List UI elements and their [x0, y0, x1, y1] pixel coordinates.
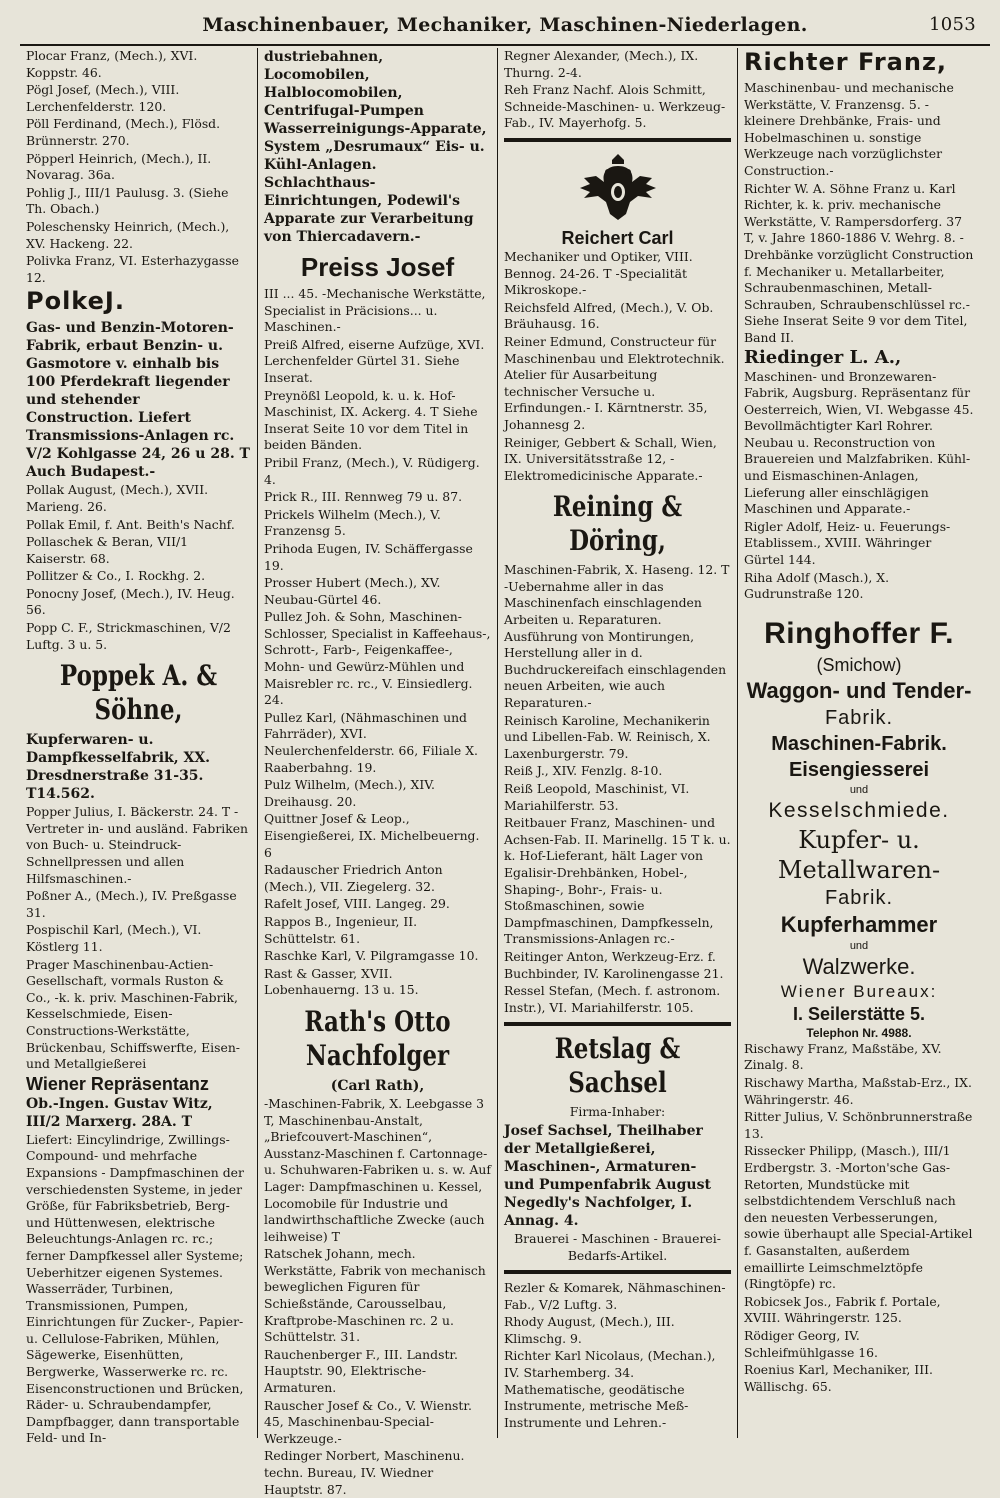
ad-line: Telephon Nr. 4988.	[806, 1025, 912, 1040]
list-item: Pollak Emil, f. Ant. Beith's Nachf.	[26, 516, 235, 532]
list-item: Richter Karl Nicolaus, (Mechan.), IV. Starhemberg. 34. Mathematische, geodätische Instrumente, metrische Meß-Instrumente und Lehren.-	[504, 1348, 716, 1430]
list-item: Poleschensky Heinrich, (Mech.), XV. Hackeng. 22.	[26, 218, 230, 251]
poppek-heading: Poppek A. & Söhne,	[59, 659, 218, 727]
wiener-representation-address: Ob.-Ingen. Gustav Witz, III/2 Marxerg. 28A. T	[26, 1095, 213, 1130]
list-item: Popper Julius, I. Bäckerstr. 24. T -Vertreter in- und ausländ. Fabriken von Buch- u. Steindruck-Schnellpressen und allen Hilfsmaschinen.-	[26, 804, 249, 886]
polke-description: Gas- und Benzin-Motoren-Fabrik, erbaut Benzin- u. Gasmotore v. einhalb bis 100 Pferdekraft liegender und stehender Construction. Liefert Transmissions-Anlagen rc. V/2 Kohlgasse 24, 26 u 28. T Auch Budapest.-	[26, 320, 250, 481]
riedinger-heading: Riedinger L. A.,	[744, 346, 902, 368]
wiener-representation-heading: Wiener Repräsentanz	[26, 1073, 209, 1094]
list-item: Regner Alexander, (Mech.), IX. Thurng. 2-4.	[504, 48, 699, 80]
list-item: Reinisch Karoline, Mechanikerin und Libellen-Fab. W. Reinisch, X. Laxenburgerstr. 79.	[504, 712, 711, 761]
list-item: Quittner Josef & Leop., Eisengießerei, IX. Michelbeuerng. 6	[264, 811, 480, 860]
rath-heading: Rath's Otto Nachfolger	[304, 1004, 451, 1072]
ad-line: Kesselschmiede.	[768, 798, 950, 822]
ad-place: (Smichow)	[816, 654, 902, 675]
list-item: Rigler Adolf, Heiz- u. Feuerungs-Etablissem., XVIII. Währinger Gürtel 144.	[744, 518, 951, 568]
retslag-heading: Retslag & Sachsel	[554, 1032, 681, 1100]
ad-line: und	[849, 783, 869, 796]
list-item: Rissecker Philipp, (Masch.), III/1 Erdbergstr. 3. -Morton'sche Gas-Retorten, Mundstücke mit selbstdichtendem Verschluß nach den neuesten Verbesserungen, sowie überhaupt alle Special-Artikel f. Gasanstalten, außerdem emaillirte Leimschmelztöpfe (Ringtöpfe) rc.	[744, 1143, 973, 1292]
list-item: Reh Franz Nachf. Alois Schmitt, Schneide-Maschinen- u. Werkzeug-Fab., IV. Mayerhofg. 5.	[504, 82, 726, 131]
ringhoffer-advertisement	[744, 615, 974, 1041]
list-item: Pollitzer & Co., I. Rockhg. 2.	[26, 568, 206, 584]
list-item: Prickels Wilhelm (Mech.), V. Franzensg 5.	[264, 506, 441, 539]
column-1	[20, 48, 258, 1446]
page-title: Maschinenbauer, Mechaniker, Maschinen-Niederlagen.	[202, 14, 808, 36]
list-item: Rauscher Josef & Co., V. Wienstr. 45, Maschinenbau-Special-Werkzeuge.-	[264, 1397, 472, 1446]
ad-line: Maschinen-Fabrik.	[771, 732, 947, 755]
ad-line: I. Seilerstätte 5.	[792, 1003, 926, 1024]
list-item: Ratschek Johann, mech. Werkstätte, Fabrik von mechanisch beweglichen Figuren für Schießstände, Carousselbau, Kraftprobe-Maschinen rc. 2 u. Schüttelstr. 31.	[264, 1246, 486, 1345]
column-3	[498, 48, 738, 1438]
reining-heading: Reining & Döring,	[552, 490, 683, 558]
list-item: Plocar Franz, (Mech.), XVI. Koppstr. 46.	[26, 48, 198, 80]
list-item: Rafelt Josef, VIII. Langeg. 29.	[264, 896, 450, 912]
retslag-products: Brauerei - Maschinen - Brauerei-Bedarfs-Artikel.	[514, 1230, 721, 1263]
poppek-description: Kupferwaren- u. Dampfkesselfabrik, XX. Dresdnerstraße 31-35. T14.562.	[26, 732, 211, 803]
rath-subheading: (Carl Rath),	[330, 1077, 425, 1094]
list-item: Pospischil Karl, (Mech.), VI. Köstlerg 11.	[26, 922, 202, 954]
list-item: Pöpperl Heinrich, (Mech.), II. Novarag. 36a.	[26, 150, 212, 183]
list-item: Rischawy Martha, Maßstab-Erz., IX. Währingerstr. 46.	[744, 1075, 972, 1107]
preiss-heading: Preiss Josef	[300, 252, 455, 282]
list-item: Prick R., III. Rennweg 79 u. 87.	[264, 489, 463, 505]
list-item: Reiner Edmund, Constructeur für Maschinenbau und Elektrotechnik. Atelier für Ausarbeitung technischer Versuche u. Erfindungen.- I. Kärntnerstr. 35, Johannesg 2.	[504, 333, 725, 432]
ad-line: Kupferhammer	[780, 911, 938, 937]
ad-line: Fabrik.	[824, 706, 894, 729]
list-item: Poßner A., (Mech.), IV. Preßgasse 31.	[26, 888, 237, 920]
list-item: Pöll Ferdinand, (Mech.), Flösd. Brünnerstr. 270.	[26, 116, 221, 148]
richter-heading: Richter Franz,	[744, 48, 948, 76]
page-header	[20, 14, 990, 40]
reichert-heading: Reichert Carl	[561, 227, 674, 248]
riedinger-description: Maschinen- und Bronzewaren-Fabrik, Augsburg. Repräsentanz für Oesterreich, Wien, VI. Webgasse 45. Bevollmächtigter Karl Rohrer. Neubau u. Reconstruction von Brauereien und Malzfabriken. Kühl- und Eismaschinen-Anlagen, Lieferung aller einschlägigen Maschinen und Apparate.-	[744, 368, 974, 517]
list-item: Rischawy Franz, Maßstäbe, XV. Zinalg. 8.	[744, 1040, 942, 1073]
list-item: Rauchenberger F., III. Landstr. Hauptstr. 90, Elektrische-Armaturen.	[264, 1346, 458, 1396]
list-item: Ponocny Josef, (Mech.), IV. Heug. 56.	[26, 585, 235, 618]
richter-sons-entry: Richter W. A. Söhne Franz u. Karl Richter, k. k. priv. mechanische Werkstätte, V. Rampersdorferg. 37 T, v. Jahre 1860-1886 V. Wehrg. 8. -Drehbänke vorzüglicht Construction f. Mechaniker u. Metallarbeiter, Schraubenmaschinen, Metall-Schrauben, Schraubenschlüssel rc.- Siehe Inserat Seite 9 vor dem Titel, Band II.	[744, 180, 974, 345]
ad-line: Waggon- und Tender-	[746, 677, 972, 703]
list-item: Reiß J., XIV. Fenzlg. 8-10.	[504, 763, 663, 779]
reichert-description: Mechaniker und Optiker, VIII. Bennog. 24-26. T -Specialität Mikroskope.-	[504, 248, 693, 298]
list-item: Pulz Wilhelm, (Mech.), XIV. Dreihausg. 20.	[264, 777, 435, 809]
retslag-owner-label: Firma-Inhaber:	[569, 1104, 666, 1120]
rath-description: -Maschinen-Fabrik, X. Leebgasse 3 T, Maschinenbau-Anstalt, „Briefcouvert-Maschinen“, Ausstanz-Maschinen f. Cartonnage- u. Schuhwaren-Fabriken u. s. w. Auf Lager: Dampfmaschinen u. Kessel, Locomobile für Industrie und landwirthschaftliche Zwecke (auch leihweise) T	[264, 1095, 491, 1244]
prager-continuation: dustriebahnen, Locomobilen, Halblocomobilen, Centrifugal-Pumpen Wasserreinigungs-Apparate, System „Desrumaux“ Eis- u. Kühl-Anlagen. Schlachthaus-Einrichtungen, Podewil's Apparate zur Verarbeitung von Thiercadavern.-	[264, 49, 487, 245]
list-item: Rezler & Komarek, Nähmaschinen-Fab., V/2 Luftg. 3.	[504, 1280, 726, 1312]
list-item: Radauscher Friedrich Anton (Mech.), VII. Ziegelerg. 32.	[264, 862, 443, 894]
column-2	[258, 48, 498, 1497]
list-item: Reitinger Anton, Werkzeug-Erz. f. Buchbinder, IV. Karolinengasse 21.	[504, 948, 724, 981]
ad-line: Walzwerke.	[802, 953, 916, 979]
divider-bar	[504, 1270, 731, 1274]
prager-delivery-text: Liefert: Eincylindrige, Zwillings-Compound- und mehrfache Expansions - Dampfmaschinen der verschiedensten Systeme, in jeder Größe, für Fabriksbetrieb, Berg- und Hüttenwesen, elektrische Beleuchtungs-Anlagen rc. rc.; ferner Dampfkessel aller Systeme; Ueberhitzer eigenen Systemes. Wasserräder, Turbinen, Transmissionen, Pumpen, Einrichtungen für Zucker-, Papier- u. Cellulose-Fabriken, Mühlen, Sägewerke, Eisenhütten, Bergwerke, Wasserwerke rc. rc. Eisenconstructionen und Brücken, Räder- u. Schraubendampfer, Dampfbagger, dann transportable Feld- und In-	[26, 1131, 244, 1446]
list-item: Prager Maschinenbau-Actien-Gesellschaft, vormals Ruston & Co., -k. k. priv. Maschinen-Fabrik, Kesselschmiede, Eisen-Constructions-Werkstätte, Brückenbau, Schiffswerfte, Eisen- und Metallgießerei	[26, 956, 240, 1072]
list-item: Pullez Joh. & Sohn, Maschinen-Schlosser, Specialist in Kaffeehaus-, Schrott-, Farb-, Feigenkaffee-, Mohn- und Gewürz-Mühlen und Maisrebler rc. rc., V. Einsiedlerg. 24.	[264, 609, 491, 708]
list-item: Roenius Karl, Mechaniker, III. Wällischg. 65.	[744, 1362, 933, 1394]
ad-line: Wiener Bureaux:	[780, 981, 938, 1001]
list-item: Reitbauer Franz, Maschinen- und Achsen-Fab. II. Marinellg. 15 T k. u. k. Hof-Lieferant, hält Lager von Egalisir-Drehbänken, Hobel-, Shaping-, Bohr-, Frais- u. Stoßmaschinen, sowie Dampfmaschinen, Dampfkesseln, Transmissions-Anlagen rc.-	[504, 815, 731, 947]
list-item: Pribil Franz, (Mech.), V. Rüdigerg. 4.	[264, 454, 480, 487]
list-item: Robicsek Jos., Fabrik f. Portale, XVIII. Währingerstr. 125.	[744, 1293, 941, 1326]
ad-line: Kupfer- u. Metallwaren-	[777, 825, 941, 884]
preiss-description: III ... 45. -Mechanische Werkstätte, Specialist in Präcisions... u. Maschinen.-	[264, 286, 486, 335]
list-item: Rödiger Georg, IV. Schleifmühlgasse 16.	[744, 1327, 878, 1360]
list-item: Polivka Franz, VI. Esterhazygasse 12.	[26, 253, 239, 285]
ad-line: Eisengiesserei	[788, 758, 930, 781]
list-item: Prosser Hubert (Mech.), XV. Neubau-Gürtel 46.	[264, 575, 441, 607]
column-4	[738, 48, 980, 1438]
list-item: Reiniger, Gebbert & Schall, Wien, IX. Universitätsstraße 12, -Elektromedicinische Apparate.-	[504, 434, 717, 483]
list-item: Prihoda Eugen, IV. Schäffergasse 19.	[264, 540, 473, 573]
polke-heading: PolkeJ.	[26, 287, 125, 316]
list-item: Raschke Karl, V. Pilgramgasse 10.	[264, 948, 479, 964]
list-item: Ressel Stefan, (Mech. f. astronom. Instr.), VI. Mariahilferstr. 105.	[504, 983, 721, 1015]
reining-description: Maschinen-Fabrik, X. Haseng. 12. T -Uebernahme aller in das Maschinenfach einschlagenden Arbeiten u. Reparaturen. Ausführung von Montirungen, Herstellung aller in d. Buchdruckereifach einschlagenden neuen Arbeiten, wie auch Reparaturen.-	[504, 562, 730, 711]
list-item: Rast & Gasser, XVII. Lobenhauerng. 13 u. 15.	[264, 965, 419, 998]
ad-line: Fabrik.	[824, 886, 894, 909]
imperial-eagle-emblem	[504, 148, 731, 224]
list-item: Pullez Karl, (Nähmaschinen und Fahrräder), XVI. Neulerchenfelderstr. 66, Filiale X. Raaberbahng. 19.	[264, 709, 478, 775]
list-item: Preynößl Leopold, k. u. k. Hof-Maschinist, IX. Ackerg. 4. T Siehe Inserat Seite 10 vor dem Titel in beiden Bänden.	[264, 387, 478, 453]
richter-description: Maschinenbau- und mechanische Werkstätte, V. Franzensg. 5. -kleinere Drehbänke, Frais- und Hobelmaschinen u. sonstige Werkzeuge nach vorzüglichster Construction.-	[744, 80, 954, 178]
list-item: Pollaschek & Beran, VII/1 Kaiserstr. 68.	[26, 534, 189, 566]
list-item: Preiß Alfred, eiserne Aufzüge, XVI. Lerchenfelder Gürtel 31. Siehe Inserat.	[264, 336, 485, 385]
list-item: Ritter Julius, V. Schönbrunnerstraße 13.	[744, 1109, 973, 1141]
list-item: Rappos B., Ingenieur, II. Schüttelstr. 61.	[264, 913, 418, 946]
divider-bar	[504, 138, 731, 142]
ad-company-name: Ringhoffer F.	[764, 616, 954, 650]
list-item: Pögl Josef, (Mech.), VIII. Lerchenfelderstr. 120.	[26, 82, 180, 114]
retslag-description: Josef Sachsel, Theilhaber der Metallgießerei, Maschinen-, Armaturen- und Pumpenfabrik August Negedly's Nachfolger, I. Annag. 4.	[504, 1122, 711, 1229]
ad-line: und	[849, 939, 869, 952]
list-item: Rhody August, (Mech.), III. Klimschg. 9.	[504, 1314, 675, 1346]
list-item: Pollak August, (Mech.), XVII. Marieng. 26.	[26, 482, 209, 514]
columns	[20, 48, 990, 1497]
list-item: Riha Adolf (Masch.), X. Gudrunstraße 120.	[744, 569, 890, 602]
eagle-icon	[576, 148, 660, 224]
list-item: Reichsfeld Alfred, (Mech.), V. Ob. Bräuhausg. 16.	[504, 299, 714, 332]
list-item: Pohlig J., III/1 Paulusg. 3. (Siehe Th. Obach.)	[26, 184, 229, 217]
list-item: Reiß Leopold, Maschinist, VI. Mariahilferstr. 53.	[504, 781, 690, 813]
divider-bar	[504, 1022, 731, 1026]
header-rule	[20, 44, 990, 46]
list-item: Popp C. F., Strickmaschinen, V/2 Luftg. 3 u. 5.	[26, 620, 231, 652]
page-number: 1053	[928, 14, 976, 35]
list-item: Redinger Norbert, Maschinenu. techn. Bureau, IV. Wiedner Hauptstr. 87.	[264, 1448, 465, 1497]
